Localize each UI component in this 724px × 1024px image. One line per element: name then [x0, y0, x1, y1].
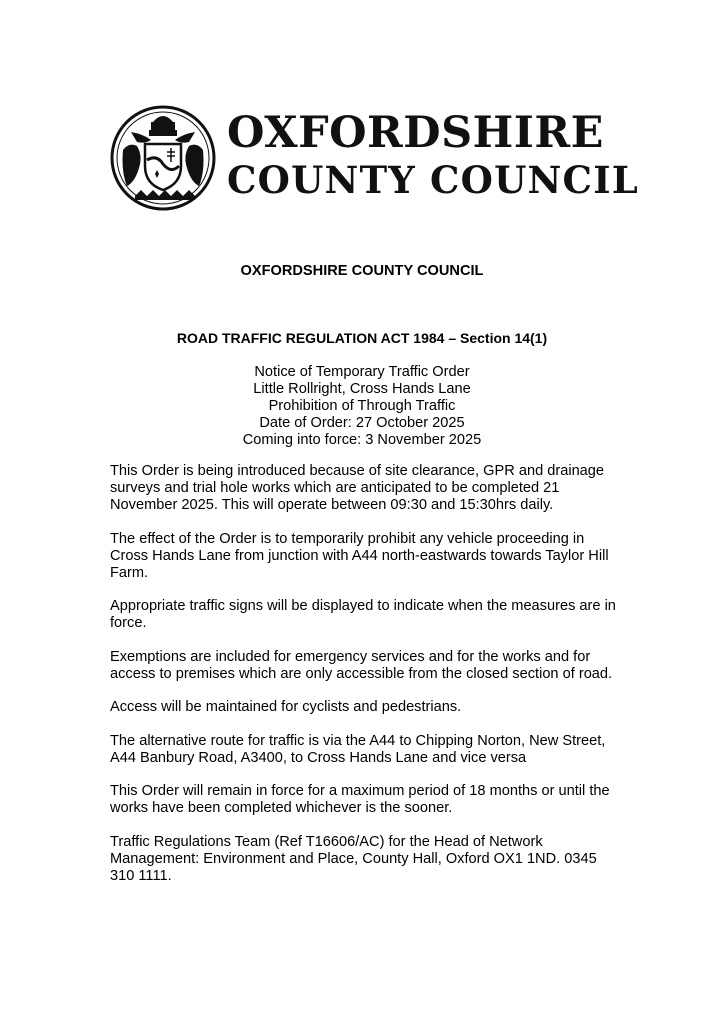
council-logo: [109, 104, 639, 216]
council-wordmark: [227, 110, 639, 202]
wordmark-line-1: OXFORDSHIRE: [227, 108, 604, 158]
notice-title: Notice of Temporary Traffic Order: [254, 364, 470, 380]
paragraph-exemptions: Exemptions are included for emergency services and for the works and for access to premises which are only accessible from the closed section of road.: [110, 648, 613, 682]
paragraph-signs: Appropriate traffic signs will be displayed to indicate when the measures are in force.: [110, 598, 616, 631]
paragraph-alternative-route: The alternative route for traffic is via the A44 to Chipping Norton, New Street, A44 Banbury Road, A3400, to Cross Hands Lane and vice versa: [110, 732, 606, 766]
paragraph-duration: This Order will remain in force for a maximum period of 18 months or until the works have been completed whichever is the sooner.: [110, 783, 610, 816]
notice-location: Little Rollright, Cross Hands Lane: [253, 381, 471, 397]
paragraph-contact: Traffic Regulations Team (Ref T16606/AC) for the Head of Network Management: Environment and Place, County Hall, Oxford OX1 1ND. 0345 310 1111.: [110, 833, 597, 884]
paragraph-reason: This Order is being introduced because of site clearance, GPR and drainage surveys and trial hole works which are anticipated to be completed 21 November 2025. This will operate between 09:30 and 15:30hrs daily.: [110, 463, 605, 513]
paragraph-effect: The effect of the Order is to temporarily prohibit any vehicle proceeding in Cross Hands Lane from junction with A44 north-eastwards towards Taylor Hill Farm.: [110, 530, 609, 581]
act-heading: ROAD TRAFFIC REGULATION ACT 1984 – Section 14(1): [176, 330, 548, 346]
wordmark-line-2: COUNTY COUNCIL: [227, 158, 639, 202]
coat-of-arms-icon: [109, 104, 217, 212]
coming-into-force: Coming into force: 3 November 2025: [242, 432, 482, 448]
date-of-order: Date of Order: 27 October 2025: [259, 415, 465, 431]
notice-type: Prohibition of Through Traffic: [268, 398, 456, 414]
notice-body: [110, 463, 620, 901]
notice-block: [0, 364, 724, 449]
council-heading: OXFORDSHIRE COUNTY COUNCIL: [240, 263, 484, 279]
paragraph-access: Access will be maintained for cyclists and pedestrians.: [110, 699, 462, 715]
